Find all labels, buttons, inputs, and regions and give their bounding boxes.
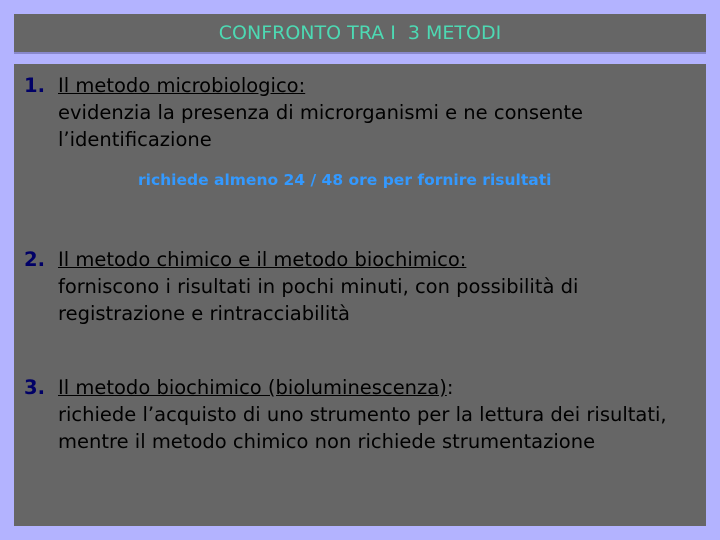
title-bar xyxy=(14,14,706,54)
content-panel xyxy=(14,64,706,526)
item-heading: Il metodo chimico e il metodo biochimico: xyxy=(58,248,467,271)
item-text: evidenzia la presenza di microrganismi e ne consente l’identificazione xyxy=(58,101,584,151)
item-text: forniscono i risultati in pochi minuti, con possibilità di registrazione e rintracciabilità xyxy=(58,275,579,325)
item-number: 3. xyxy=(24,376,45,399)
item-text: richiede l’acquisto di uno strumento per la lettura dei risultati, mentre il metodo chimico non richiede strumentazione xyxy=(58,403,667,453)
item-heading-suffix: : xyxy=(446,376,454,399)
item-number: 1. xyxy=(24,74,45,97)
item-number: 2. xyxy=(24,248,45,271)
item-heading: Il metodo biochimico (bioluminescenza) xyxy=(58,376,447,399)
slide-title: CONFRONTO TRA I 3 METODI xyxy=(218,22,502,44)
item-note: richiede almeno 24 / 48 ore per fornire risultati xyxy=(138,171,552,189)
item-heading: Il metodo microbiologico: xyxy=(58,74,306,97)
list-item-2 xyxy=(24,246,704,327)
list-item-3 xyxy=(24,374,704,455)
list-item-1 xyxy=(24,72,704,153)
